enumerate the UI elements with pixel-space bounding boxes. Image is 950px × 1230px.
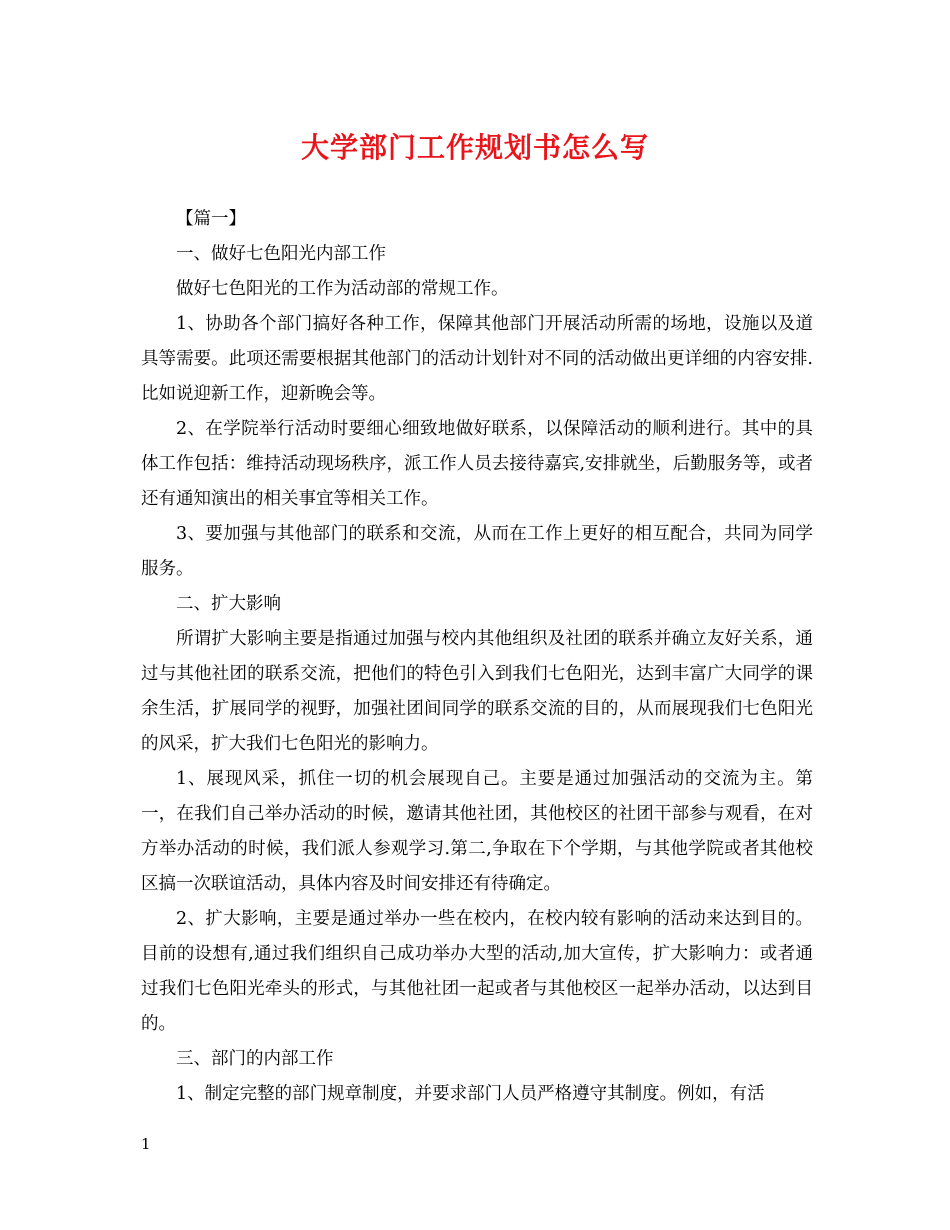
section-label: 【篇一】 — [176, 209, 246, 229]
section-heading: 一、做好七色阳光内部工作 — [176, 244, 386, 264]
paragraph: 1、协助各个部门搞好各种工作，保障其他部门开展活动所需的场地，设施以及道具等需要。此项还需要根据其他部门的活动计划针对不同的活动做出更详细的内容安排.比如说迎新工作，迎新晚会等。 — [141, 314, 813, 404]
section-heading: 二、扩大影响 — [176, 594, 281, 614]
document-body — [141, 202, 813, 1112]
section-heading: 三、部门的内部工作 — [176, 1049, 334, 1069]
document-title: 大学部门工作规划书怎么写 — [300, 131, 649, 164]
paragraph: 3、要加强与其他部门的联系和交流，从而在工作上更好的相互配合，共同为同学服务。 — [141, 524, 813, 579]
paragraph: 做好七色阳光的工作为活动部的常规工作。 — [176, 279, 509, 299]
paragraph: 2、扩大影响，主要是通过举办一些在校内，在校内较有影响的活动来达到目的。目前的设想有,通过我们组织自己成功举办大型的活动,加大宣传，扩大影响力：或者通过我们七色阳光牵头的形式，与其他社团一起或者与其他校区一起举办活动，以达到目的。 — [141, 909, 813, 1034]
paragraph: 所谓扩大影响主要是指通过加强与校内其他组织及社团的联系并确立友好关系，通过与其他社团的联系交流，把他们的特色引入到我们七色阳光，达到丰富广大同学的课余生活，扩展同学的视野，加强社团间同学的联系交流的目的，从而展现我们七色阳光的风采，扩大我们七色阳光的影响力。 — [141, 629, 813, 754]
paragraph: 2、在学院举行活动时要细心细致地做好联系，以保障活动的顺利进行。其中的具体工作包括：维持活动现场秩序，派工作人员去接待嘉宾,安排就坐，后勤服务等，或者还有通知演出的相关事宜等相关工作。 — [141, 419, 813, 509]
paragraph: 1、制定完整的部门规章制度，并要求部门人员严格遵守其制度。例如，有活 — [176, 1084, 765, 1104]
page-number: 1 — [141, 1135, 151, 1153]
paragraph: 1、展现风采，抓住一切的机会展现自己。主要是通过加强活动的交流为主。第一，在我们自己举办活动的时候，邀请其他社团，其他校区的社团干部参与观看，在对方举办活动的时候，我们派人参观学习.第二,争取在下个学期，与其他学院或者其他校区搞一次联谊活动，具体内容及时间安排还有待确定。 — [141, 769, 813, 894]
